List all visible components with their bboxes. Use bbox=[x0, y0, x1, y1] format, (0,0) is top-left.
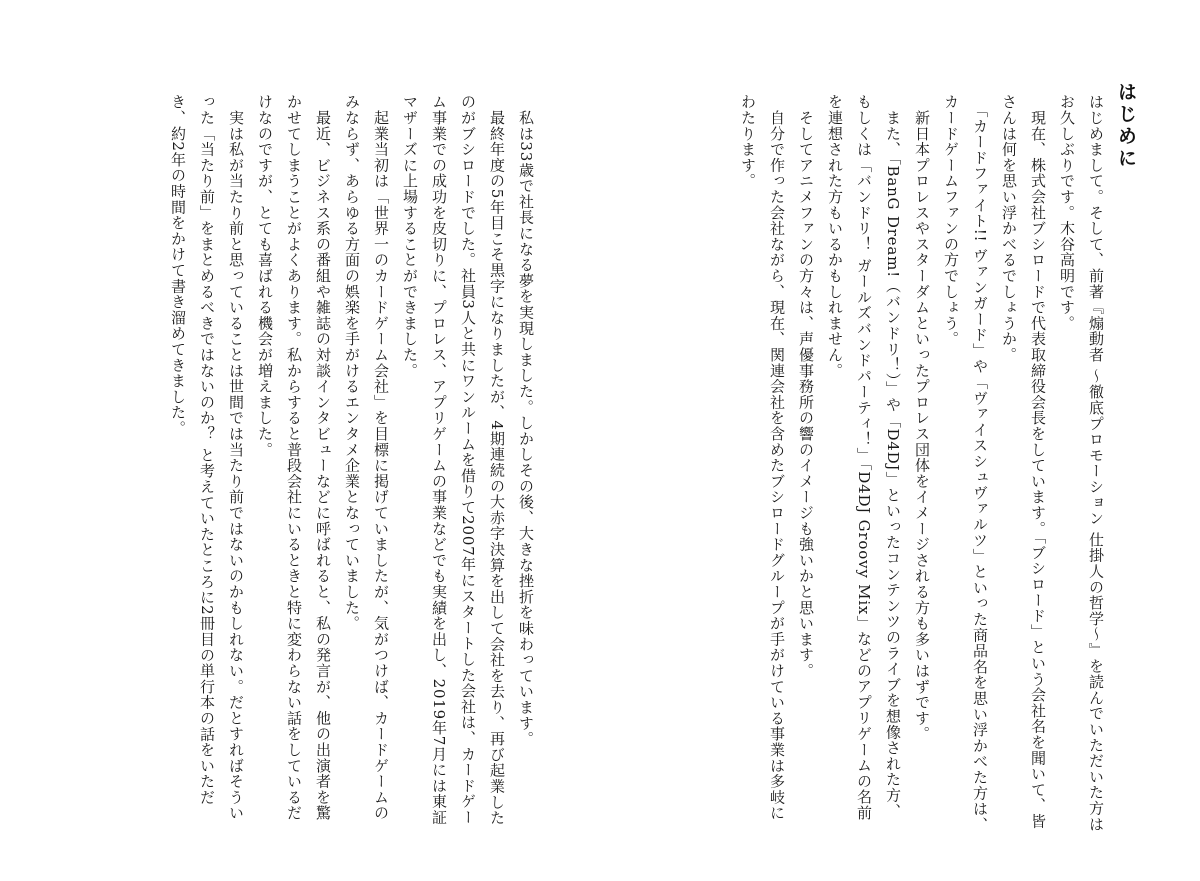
chapter-heading: はじめに bbox=[1115, 82, 1137, 170]
left-page-body: 私は33歳で社長になる夢を実現しました。しかしその後、大きな挫折を味わっています。 最終年度の5年目こそ黒字になりましたが、4期連続の大赤字決算を出して会社を去り、再び起業したのがブシロードでした。社員3人と共にワンルームを借りて2007年にスタートした会社は、カードゲーム事業での成功を皮切りに、プロレス、アプリゲームの事業などでも実績を出し、2019年7月には東証マザーズに上場することができました。 起業当初は「世界一のカードゲーム会社」を目標に掲げていましたが、気がつけば、カードゲームのみならず、あらゆる方面の娯楽を手がけるエンタメ企業となっていました。 最近、ビジネス系の番組や雑誌の対談インタビューなどに呼ばれると、私の発言が、他の出演者を驚かせてしまうことがよくあります。私からすると普段会社にいるときと特に変わらない話をしているだけなのですが、とても喜ばれる機会が増えました。 実は私が当たり前と思っていることは世間では当たり前ではないのかもしれない。だとすればそういった「当たり前」をまとめるべきではないのか？ と考えていたところに2冊目の単行本の話をいただき、約2年の時間をかけて書き溜めてきました。 bbox=[169, 94, 535, 826]
right-page-body: はじめまして。そして、前著『煽動者 ～徹底プロモーション 仕掛人の哲学～』を読んでいただいた方はお久しぶりです。木谷高明です。 現在、株式会社ブシロードで代表取締役会長をしています。「ブシロード」という会社名を聞いて、皆さんは何を思い浮かべるでしょうか。 「カードファイト!! ヴァンガード」や「ヴァイスシュヴァルツ」といった商品名を思い浮かべた方は、カードゲームファンの方でしょう。 新日本プロレスやスターダムといったプロレス団体をイメージされる方も多いはずです。 また、「BanG Dream!（バンドリ！）」や「D4DJ」といったコンテンツのライブを想像された方、もしくは「バンドリ！ ガールズバンドパーティ！」「D4DJ Groovy Mix」などのアプリゲームの名前を連想された方もいるかもしれません。 そしてアニメファンの方々は、声優事務所の響のイメージも強いかと思います。 自分で作った会社ながら、現在、関連会社を含めたブシロードグループが手がけている事業は多岐にわたります。 bbox=[739, 94, 1105, 833]
